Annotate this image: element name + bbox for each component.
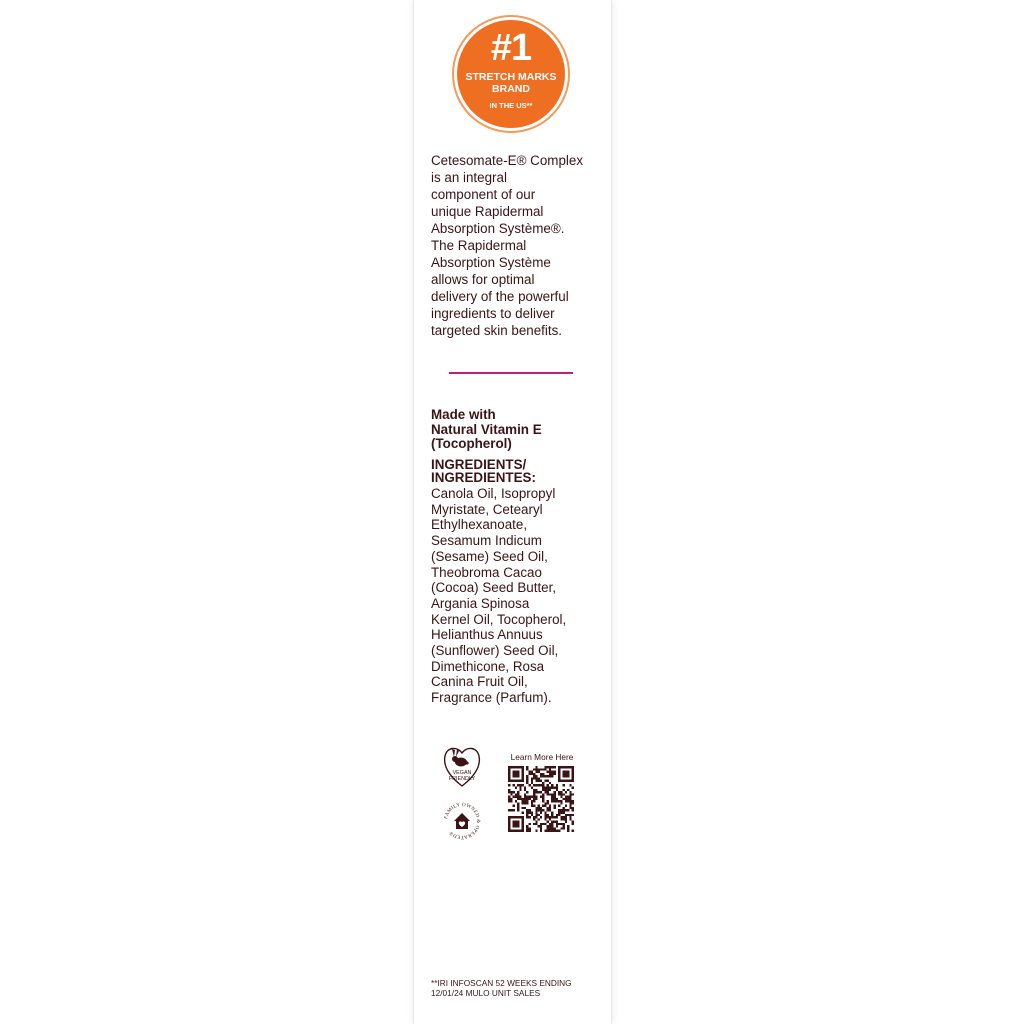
badge-line-3: IN THE US**: [489, 101, 533, 110]
vegan-line-1: VEGAN: [452, 770, 472, 776]
description-line: is an integral: [431, 170, 507, 185]
ingredient-line: Theobroma Cacao: [431, 564, 542, 580]
ingredient-line: Argania Spinosa: [431, 595, 530, 611]
made-with-line: Natural Vitamin E: [431, 421, 542, 437]
description-line: Cetesomate-E® Complex: [431, 153, 584, 168]
ingredient-line: Fragrance (Parfum).: [431, 690, 552, 706]
house-heart-icon: [441, 800, 483, 842]
description-line: allows for optimal: [431, 272, 535, 287]
description-line: Absorption Système®.: [431, 221, 565, 236]
footnote-line: 12/01/24 MULO UNIT SALES: [431, 988, 541, 998]
ingredients-heading: [431, 458, 606, 484]
ingredient-line: Helianthus Annuus: [431, 627, 543, 643]
brand-rank-badge: [457, 20, 565, 128]
badge-line-2: BRAND: [492, 83, 530, 95]
description-line: ingredients to deliver: [431, 306, 555, 321]
vegan-line-2: FRIENDLY: [448, 776, 476, 782]
ingredient-line: (Cocoa) Seed Butter,: [431, 580, 557, 596]
ingredient-line: (Sunflower) Seed Oil,: [431, 643, 559, 659]
ingredients-heading-line: INGREDIENTS/: [431, 457, 527, 472]
product-side-panel: [414, 0, 611, 1024]
footnote-line: **IRI INFOSCAN 52 WEEKS ENDING: [431, 978, 572, 988]
description-line: unique Rapidermal: [431, 204, 544, 219]
description-line: component of our: [431, 187, 536, 202]
ingredients-list: [431, 486, 609, 706]
section-divider: [449, 372, 573, 374]
ingredient-line: Dimethicone, Rosa: [431, 658, 545, 674]
ingredients-heading-line: INGREDIENTES:: [431, 470, 536, 485]
svg-text:FAMILY OWNED & OPERATED®: FAMILY OWNED & OPERATED®: [444, 802, 481, 840]
qr-code-icon[interactable]: [508, 766, 574, 832]
ingredient-line: Canola Oil, Isopropyl: [431, 486, 556, 501]
ingredient-line: Kernel Oil, Tocopherol,: [431, 611, 567, 627]
qr-label: Learn More Here: [510, 752, 574, 762]
made-with-line: Made with: [431, 407, 496, 422]
badge-line-1: STRETCH MARKS: [465, 71, 557, 83]
badge-number: #1: [490, 27, 532, 69]
rabbit-heart-icon: [441, 742, 483, 792]
description-line: The Rapidermal: [431, 238, 527, 253]
product-description: [431, 152, 606, 339]
ingredient-line: (Sesame) Seed Oil,: [431, 548, 548, 564]
made-with-heading: [431, 408, 606, 452]
ingredient-line: Canina Fruit Oil,: [431, 674, 528, 690]
description-line: targeted skin benefits.: [431, 323, 563, 338]
description-line: Absorption Système: [431, 255, 551, 270]
ingredient-line: Sesamum Indicum: [431, 533, 542, 549]
made-with-line: (Tocopherol): [431, 436, 512, 451]
ingredient-line: Ethylhexanoate,: [431, 517, 528, 533]
footnote: [431, 978, 606, 998]
description-line: delivery of the powerful: [431, 289, 569, 304]
ingredient-line: Myristate, Cetearyl: [431, 501, 543, 517]
